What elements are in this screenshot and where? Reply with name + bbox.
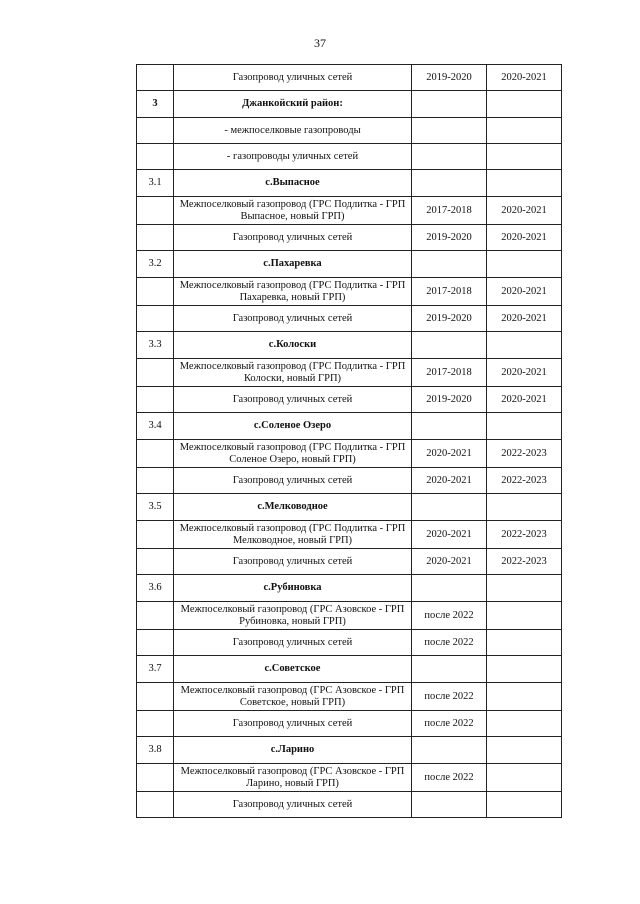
- row-end-period: [487, 494, 562, 521]
- row-start-period: 2017-2018: [412, 278, 487, 306]
- row-name: Межпоселковый газопровод (ГРС Подлитка - ГРП Соленое Озеро, новый ГРП): [174, 440, 412, 468]
- row-end-period: 2020-2021: [487, 359, 562, 387]
- row-name: с.Пахаревка: [174, 251, 412, 278]
- row-name: Межпоселковый газопровод (ГРС Подлитка - ГРП Мелководное, новый ГРП): [174, 521, 412, 549]
- row-number: 3.6: [137, 575, 174, 602]
- row-start-period: [412, 494, 487, 521]
- row-name: Межпоселковый газопровод (ГРС Азовское - ГРП Рубиновка, новый ГРП): [174, 602, 412, 630]
- row-start-period: [412, 332, 487, 359]
- row-number: [137, 549, 174, 575]
- row-end-period: [487, 711, 562, 737]
- row-start-period: 2019-2020: [412, 225, 487, 251]
- row-number: [137, 521, 174, 549]
- table-row: [137, 387, 562, 413]
- row-start-period: 2019-2020: [412, 387, 487, 413]
- row-end-period: 2022-2023: [487, 549, 562, 575]
- row-number: [137, 440, 174, 468]
- row-end-period: [487, 144, 562, 170]
- table-row: [137, 278, 562, 306]
- row-name: с.Рубиновка: [174, 575, 412, 602]
- row-end-period: [487, 792, 562, 818]
- row-name: с.Ларино: [174, 737, 412, 764]
- row-name: Межпоселковый газопровод (ГРС Азовское - ГРП Ларино, новый ГРП): [174, 764, 412, 792]
- row-start-period: [412, 251, 487, 278]
- row-start-period: [412, 737, 487, 764]
- row-number: [137, 683, 174, 711]
- row-name: - межпоселковые газопроводы: [174, 118, 412, 144]
- row-name: Газопровод уличных сетей: [174, 549, 412, 575]
- row-name: Газопровод уличных сетей: [174, 306, 412, 332]
- row-name: Джанкойский район:: [174, 91, 412, 118]
- row-end-period: [487, 91, 562, 118]
- village-row: [137, 413, 562, 440]
- row-number: 3.3: [137, 332, 174, 359]
- table-row: [137, 711, 562, 737]
- row-end-period: 2020-2021: [487, 278, 562, 306]
- row-name: Газопровод уличных сетей: [174, 225, 412, 251]
- row-end-period: [487, 656, 562, 683]
- row-end-period: [487, 683, 562, 711]
- village-row: [137, 332, 562, 359]
- table-row: [137, 225, 562, 251]
- row-name: Газопровод уличных сетей: [174, 711, 412, 737]
- row-start-period: после 2022: [412, 683, 487, 711]
- table-row: [137, 440, 562, 468]
- row-end-period: 2020-2021: [487, 306, 562, 332]
- row-end-period: 2022-2023: [487, 440, 562, 468]
- row-number: [137, 792, 174, 818]
- row-name: с.Выпасное: [174, 170, 412, 197]
- row-end-period: 2022-2023: [487, 468, 562, 494]
- table-row: [137, 306, 562, 332]
- row-start-period: после 2022: [412, 602, 487, 630]
- row-end-period: [487, 170, 562, 197]
- row-name: Межпоселковый газопровод (ГРС Азовское - ГРП Советское, новый ГРП): [174, 683, 412, 711]
- row-number: 3.8: [137, 737, 174, 764]
- row-number: [137, 144, 174, 170]
- row-number: 3: [137, 91, 174, 118]
- table-row: [137, 792, 562, 818]
- row-start-period: [412, 656, 487, 683]
- row-start-period: 2020-2021: [412, 440, 487, 468]
- row-end-period: 2022-2023: [487, 521, 562, 549]
- village-row: [137, 575, 562, 602]
- row-number: [137, 602, 174, 630]
- gas-pipeline-table: [136, 64, 562, 818]
- row-end-period: [487, 575, 562, 602]
- row-number: [137, 387, 174, 413]
- row-end-period: 2020-2021: [487, 65, 562, 91]
- row-start-period: [412, 91, 487, 118]
- row-start-period: после 2022: [412, 711, 487, 737]
- row-start-period: [412, 170, 487, 197]
- table-row: [137, 65, 562, 91]
- section-row: [137, 91, 562, 118]
- village-row: [137, 656, 562, 683]
- table-row: [137, 683, 562, 711]
- row-start-period: 2019-2020: [412, 65, 487, 91]
- row-end-period: [487, 602, 562, 630]
- row-end-period: [487, 118, 562, 144]
- row-start-period: [412, 575, 487, 602]
- row-start-period: [412, 792, 487, 818]
- row-start-period: после 2022: [412, 764, 487, 792]
- row-name: с.Советское: [174, 656, 412, 683]
- row-number: [137, 468, 174, 494]
- row-end-period: 2020-2021: [487, 225, 562, 251]
- row-number: [137, 65, 174, 91]
- row-start-period: 2019-2020: [412, 306, 487, 332]
- table-row: [137, 144, 562, 170]
- row-name: - газопроводы уличных сетей: [174, 144, 412, 170]
- row-number: [137, 278, 174, 306]
- table-row: [137, 197, 562, 225]
- table-row: [137, 359, 562, 387]
- row-number: 3.4: [137, 413, 174, 440]
- village-row: [137, 251, 562, 278]
- row-start-period: 2020-2021: [412, 468, 487, 494]
- row-start-period: 2017-2018: [412, 197, 487, 225]
- row-name: Межпоселковый газопровод (ГРС Подлитка - ГРП Выпасное, новый ГРП): [174, 197, 412, 225]
- table-row: [137, 118, 562, 144]
- row-name: с.Мелководное: [174, 494, 412, 521]
- row-start-period: [412, 118, 487, 144]
- row-end-period: [487, 251, 562, 278]
- table-row: [137, 549, 562, 575]
- row-end-period: [487, 630, 562, 656]
- row-end-period: 2020-2021: [487, 387, 562, 413]
- row-name: с.Соленое Озеро: [174, 413, 412, 440]
- row-number: [137, 711, 174, 737]
- row-start-period: 2020-2021: [412, 521, 487, 549]
- row-name: Межпоселковый газопровод (ГРС Подлитка - ГРП Пахаревка, новый ГРП): [174, 278, 412, 306]
- row-number: [137, 306, 174, 332]
- row-name: Газопровод уличных сетей: [174, 630, 412, 656]
- page-number: 37: [314, 36, 326, 50]
- row-name: с.Колоски: [174, 332, 412, 359]
- row-number: 3.5: [137, 494, 174, 521]
- village-row: [137, 737, 562, 764]
- row-end-period: [487, 764, 562, 792]
- row-name: Межпоселковый газопровод (ГРС Подлитка - ГРП Колоски, новый ГРП): [174, 359, 412, 387]
- row-start-period: [412, 413, 487, 440]
- row-start-period: после 2022: [412, 630, 487, 656]
- table-row: [137, 630, 562, 656]
- row-name: Газопровод уличных сетей: [174, 65, 412, 91]
- row-number: 3.2: [137, 251, 174, 278]
- table-row: [137, 468, 562, 494]
- village-row: [137, 494, 562, 521]
- row-number: [137, 197, 174, 225]
- row-start-period: 2020-2021: [412, 549, 487, 575]
- row-number: [137, 359, 174, 387]
- row-name: Газопровод уличных сетей: [174, 468, 412, 494]
- row-number: [137, 764, 174, 792]
- row-start-period: 2017-2018: [412, 359, 487, 387]
- row-number: 3.1: [137, 170, 174, 197]
- row-number: [137, 225, 174, 251]
- village-row: [137, 170, 562, 197]
- row-name: Газопровод уличных сетей: [174, 387, 412, 413]
- table-row: [137, 521, 562, 549]
- row-end-period: [487, 413, 562, 440]
- row-start-period: [412, 144, 487, 170]
- row-name: Газопровод уличных сетей: [174, 792, 412, 818]
- row-end-period: [487, 332, 562, 359]
- row-number: [137, 118, 174, 144]
- row-number: 3.7: [137, 656, 174, 683]
- row-end-period: 2020-2021: [487, 197, 562, 225]
- table-row: [137, 602, 562, 630]
- table-row: [137, 764, 562, 792]
- row-end-period: [487, 737, 562, 764]
- row-number: [137, 630, 174, 656]
